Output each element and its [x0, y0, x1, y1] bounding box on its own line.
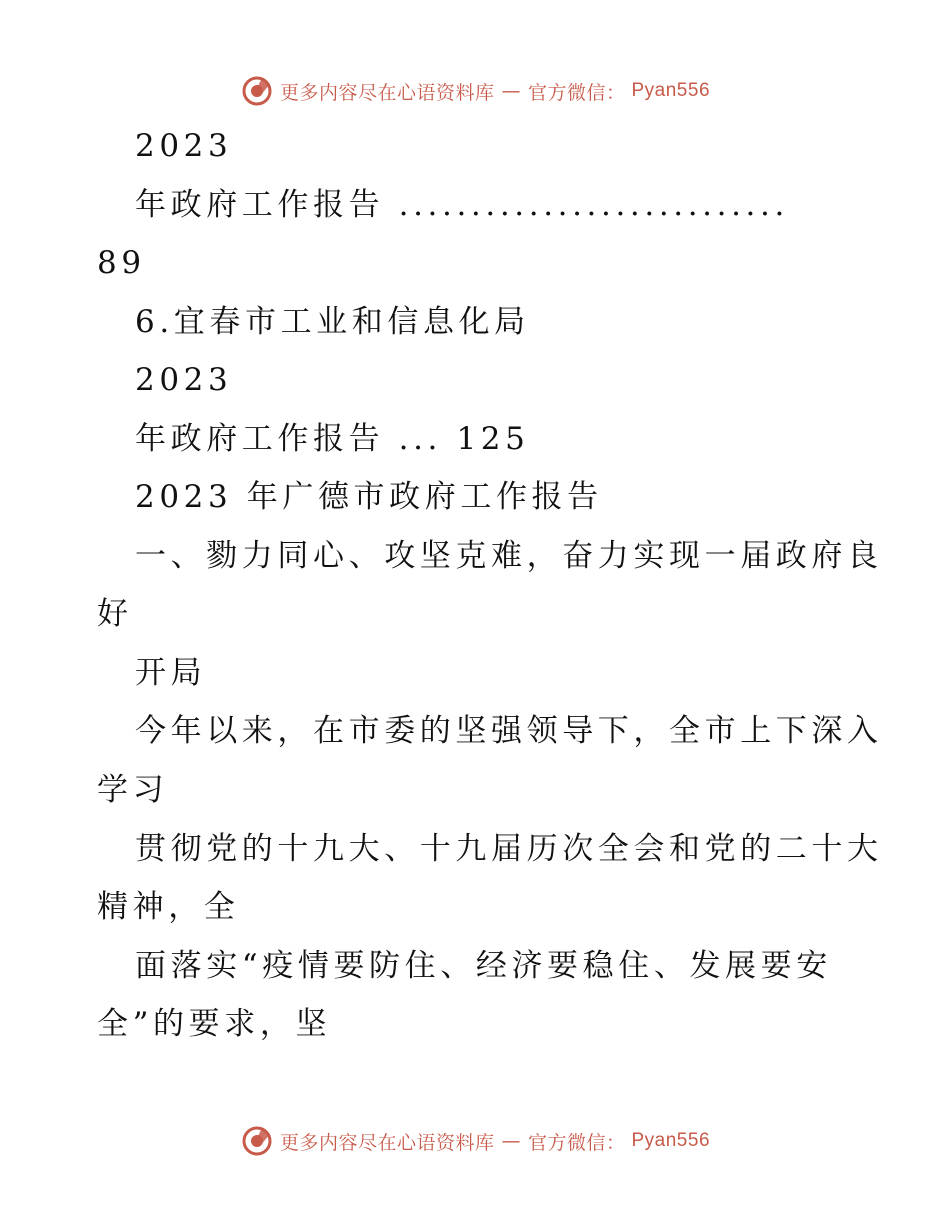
watermark-wechat-id: Pyan556	[631, 80, 711, 101]
watermark-wechat-label: 官方微信：	[527, 1131, 626, 1154]
paragraph-line: 全”的要求，坚	[97, 1006, 332, 1042]
paragraph-line: 贯彻党的十九大、十九届历次全会和党的二十大	[135, 831, 883, 867]
watermark-dash: —	[501, 80, 521, 102]
watermark-wechat-id: Pyan556	[631, 1130, 711, 1151]
footer-watermark	[0, 1124, 950, 1158]
paragraph-line: 今年以来，在市委的坚强领导下，全市上下深入	[135, 713, 883, 749]
watermark-dash: —	[501, 1130, 521, 1152]
text-line: 2023	[135, 128, 233, 164]
section-title: 2023 年广德市政府工作报告	[135, 479, 603, 515]
heading-line: 好	[97, 596, 133, 632]
watermark-text: 更多内容尽在心语资料库	[279, 1131, 495, 1154]
heading-line: 开局	[135, 655, 207, 691]
paragraph-line: 精神，全	[97, 889, 240, 925]
watermark-text: 更多内容尽在心语资料库	[279, 81, 495, 104]
paragraph-line: 面落实“疫情要防住、经济要稳住、发展要安	[135, 948, 832, 984]
paragraph-line: 学习	[97, 772, 169, 808]
header-watermark	[0, 74, 950, 108]
heading-line: 一、勠力同心、攻坚克难，奋力实现一届政府良	[135, 538, 883, 574]
pen-nib-logo-icon	[240, 1124, 274, 1158]
toc-entry-line: 6.宜春市工业和信息化局	[135, 304, 530, 340]
watermark-wechat-label: 官方微信：	[527, 81, 626, 104]
toc-page-number: 89	[97, 245, 146, 281]
pen-nib-logo-icon	[240, 74, 274, 108]
toc-entry-line: 年政府工作报告 ...........................	[135, 187, 789, 223]
text-line: 2023	[135, 362, 233, 398]
toc-entry-line: 年政府工作报告 ... 125	[135, 421, 530, 457]
